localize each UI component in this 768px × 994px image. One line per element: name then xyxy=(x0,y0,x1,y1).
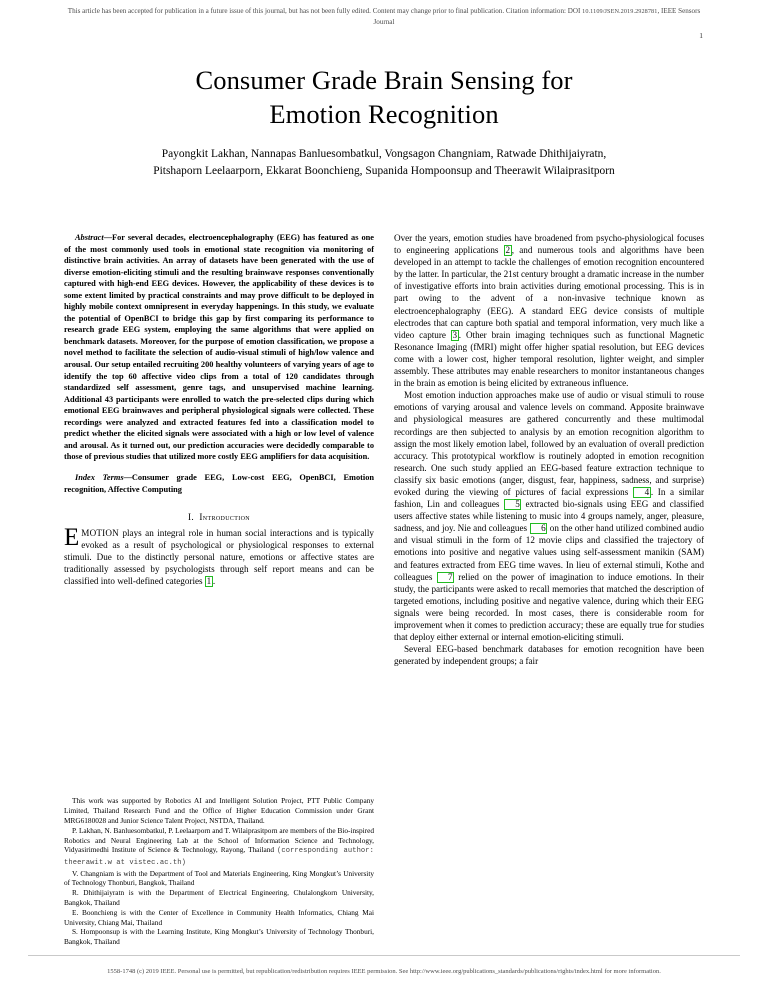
title-line-1: Consumer Grade Brain Sensing for xyxy=(195,65,573,95)
body-columns xyxy=(64,232,704,947)
title-block xyxy=(64,63,704,181)
abstract-label: Abstract xyxy=(75,233,104,242)
footnote-affiliation-changniam: V. Changniam is with the Department of Tool and Materials Engineering, King Mongkut’s University of Technology Thonburi, Bangkok, Thailand xyxy=(64,868,374,888)
right-par2-b: . In a similar fashion, Lin and colleagues xyxy=(394,486,704,510)
footnote-affiliation-text: P. Lakhan, N. Banluesombatkul, P. Leelaarporn and T. Wilaiprasitporn are members of the Bio-inspired Robotics and Neural Engineering Lab at the School of Information Science and Technology, Vidyasirimedhi Institute of Science & Technology, Rayong, Thailand xyxy=(64,825,374,855)
footnote-affiliation-vistec xyxy=(64,826,374,869)
section-heading-introduction xyxy=(64,512,374,522)
footnote-affiliation-boonchieng: E. Boonchieng is with the Center of Excellence in Community Health Informatics, Chiang Mai University, Chiang Mai, Thailand xyxy=(64,907,374,927)
footer-copyright: 1558-1748 (c) 2019 IEEE. Personal use is permitted, but republication/redistribution requires IEEE permission. See http://www.ieee.org/publications_standards/publications/rights/index.html for more information. xyxy=(107,967,661,975)
citation-label: 5 xyxy=(515,499,520,510)
citation-label: 2 xyxy=(505,245,511,256)
footnote-funding: This work was supported by Robotics AI and Intelligent Solution Project, PTT Public Company Limited, Thailand Research Fund and the Office of Higher Education Commission under Grant MRG6180028 and Junior Science Talent Project, NSTDA, Thailand. xyxy=(64,796,374,825)
citation-link-1[interactable] xyxy=(205,575,216,587)
page-number: 1 xyxy=(699,31,703,40)
right-par2-c: extracted bio-signals using EEG and classified users affective states while listening to music into 4 groups namely, anger, pleasure, sadness, and joy. Nie and colleagues xyxy=(394,499,704,534)
intro-smallcaps-word: MOTION xyxy=(81,527,119,538)
right-paragraph-2 xyxy=(394,389,704,643)
doi-text: 10.1109/JSEN.2019.2928781 xyxy=(582,8,658,15)
acceptance-banner-text-tail: , IEEE Sensors xyxy=(657,7,701,15)
index-terms-label: Index Terms xyxy=(75,473,124,483)
citation-label: 1 xyxy=(206,575,212,586)
abstract-paragraph xyxy=(64,232,374,463)
right-par2-e: relied on the power of imagination to induce emotions. In their study, the participants were asked to recall memories that matched the description of targeted emotions, including positive and negative valence, during which their EEG signals were being recorded. In most cases, there is considerable room for improvement when it comes to prediction accuracy; these are equally true for studies that deploy either external or internal emotion-eliciting stimuli. xyxy=(394,571,704,643)
section-number: I. xyxy=(188,511,195,522)
right-paragraph-3: Several EEG-based benchmark databases for emotion recognition have been generated by independent groups; a fair xyxy=(394,644,704,667)
column-right xyxy=(394,232,704,947)
citation-link-2[interactable] xyxy=(504,245,512,256)
citation-link-6[interactable] xyxy=(530,523,548,534)
right-par2-a: Most emotion induction approaches make use of audio or visual stimuli to rouse emotions of varying arousal and valence levels on command. Apposite brainwave and physiological measures are gathered concurrently and these multimodal recordings are then subjected to analysis by an emotion recognition algorithm to assign the most likely emotion label, followed by an evaluation of overall prediction accuracy. This prototypical workflow is routinely adopted in emotion recognition research. One such study applied an EEG-based feature extraction technique to classify six basic emotions (anger, disgust, fear, happiness, sadness, and surprise) evoked during the viewing of pictures of facial expressions xyxy=(394,390,704,497)
page-title xyxy=(64,63,704,132)
intro-paragraph-end: . xyxy=(212,575,216,586)
abstract-text: For several decades, electroencephalography (EEG) has featured as one of the most commonly used tools in emotional state recognition via monitoring of distinctive brain activities. An array of datasets have been generated with the use of diverse emotion-eliciting stimuli and the resulting brainwave responses conventionally captured with high-end EEG devices. However, the applicability of these devices is to some extent limited by practical constraints and may prove difficult to be deployed in highly mobile context omnipresent in everyday happenings. In this study, we evaluate the potential of OpenBCI to bridge this gap by first comparing its performance to research grade EEG system, employing the same algorithms that were applied on benchmark datasets. Moreover, for the purpose of emotion classification, we propose a novel method to facilitate the selection of audio-visual stimuli of high/low valence and arousal. Our setup entailed recruiting 200 healthy volunteers of varying years of age to identify the top 60 affective video clips from a total of 120 candidates through standardized self assessment, genre tags, and unsupervised machine learning. Additional 43 participants were enrolled to watch the pre-selected clips during which emotional EEG brainwaves and peripheral physiological signals were collected. These recordings were analyzed and extracted features fed into a classification model to predict whether the elicited signals were associated with a high or low level of valence and arousal. As it turned out, our prediction accuracies were decidedly comparable to those of previous studies that utilized more costly EEG amplifiers for data acquisition. xyxy=(64,233,374,462)
acceptance-banner-line2: Journal xyxy=(373,17,395,26)
footer-divider xyxy=(28,955,740,956)
abstract-dash: — xyxy=(103,233,113,242)
right-par2-d: on the other hand utilized combined audio and visual stimuli in the form of 12 movie clips and classified the trajectory of emotions into positive and negative values using self-assessment manikin (SAM) and features extracted from EEG time waves. In lieu of external stimuli, Kothe and colleagues xyxy=(394,523,704,582)
citation-link-5[interactable] xyxy=(504,499,522,510)
index-terms-text: Consumer grade EEG, Low-cost EEG, OpenBCI, Emotion recognition, Affective Computing xyxy=(64,473,374,494)
intro-first-paragraph xyxy=(64,523,374,587)
citation-label: 7 xyxy=(448,571,453,582)
index-terms-paragraph xyxy=(64,472,374,495)
citation-label: 4 xyxy=(644,486,650,497)
author-list xyxy=(64,146,704,181)
footnote-block xyxy=(64,796,374,947)
citation-link-7[interactable] xyxy=(437,572,455,583)
index-terms-dash: — xyxy=(123,473,132,483)
column-left xyxy=(64,232,374,947)
title-line-2: Emotion Recognition xyxy=(269,99,499,130)
acceptance-banner-text: This article has been accepted for publication in a future issue of this journal, but has not been fully edited. Content may change prior to final publication. Citation information: DOI xyxy=(67,7,583,15)
footnote-affiliation-hompoonsup: S. Hompoonsup is with the Learning Institute, King Mongkut’s University of Technology Thonburi, Bangkok, Thailand xyxy=(64,927,374,947)
right-paragraph-1 xyxy=(394,232,704,389)
footnote-affiliation-dhithijaiyratn: R. Dhithijaiyratn is with the Department of Electrical Engineering, Chulalongkorn University, Bangkok, Thailand xyxy=(64,888,374,907)
acceptance-banner xyxy=(28,6,740,28)
drop-cap-letter: E xyxy=(64,523,80,551)
author-line-2: Pitshaporn Leelaarporn, Ekkarat Boonchieng, Supanida Hompoonsup and Theerawit Wilaiprasitporn xyxy=(153,165,615,178)
author-line-1: Payongkit Lakhan, Nannapas Banluesombatkul, Vongsagon Changniam, Ratwade Dhithijaiyratn, xyxy=(161,147,607,160)
section-title: Introduction xyxy=(199,511,250,522)
citation-label: 3 xyxy=(452,329,458,340)
citation-label: 6 xyxy=(541,523,546,534)
right-par1-a: Over the years, emotion studies have broadened from psycho-physiological focuses to engineering applications xyxy=(394,233,704,256)
intro-paragraph-text: plays an integral role in human social interactions and is typically evoked as a result of psychological or physiological responses to external stimuli. Due to the distinctly personal nature, emotions or affective states are traditionally assessed by psychologists through self report means and can be classified into well-defined categories xyxy=(64,527,374,586)
citation-link-4[interactable] xyxy=(633,487,651,498)
right-par1-b: , and numerous tools and algorithms have been developed in an attempt to tackle the challenges of emotion recognition encountered by the latter. In particular, the 21st century brought a dramatic increase in the number of investigative efforts into brain activities during emotional processing. This is in part owing to the advent of a non-invasive technique known as electroencephalography (EEG). A standard EEG device consists of multiple electrodes that can capture both spatial and temporal information, very much like a video capture xyxy=(394,245,705,340)
corresponding-author-email: (corresponding author: theerawit.w at vistec.ac.th) xyxy=(64,847,375,867)
citation-link-3[interactable] xyxy=(451,330,459,341)
right-par1-c: . Other brain imaging techniques such as functional Magnetic Resonance Imaging (fMRI) might offer higher spatial resolution, but EEG devices come with a lower cost, higher temporal resolution, lighter weight, and simpler assembly. These attributes may enable researchers to monitor instantaneous changes in the brain as emotion is being elicited by extraneous influence. xyxy=(394,329,704,389)
